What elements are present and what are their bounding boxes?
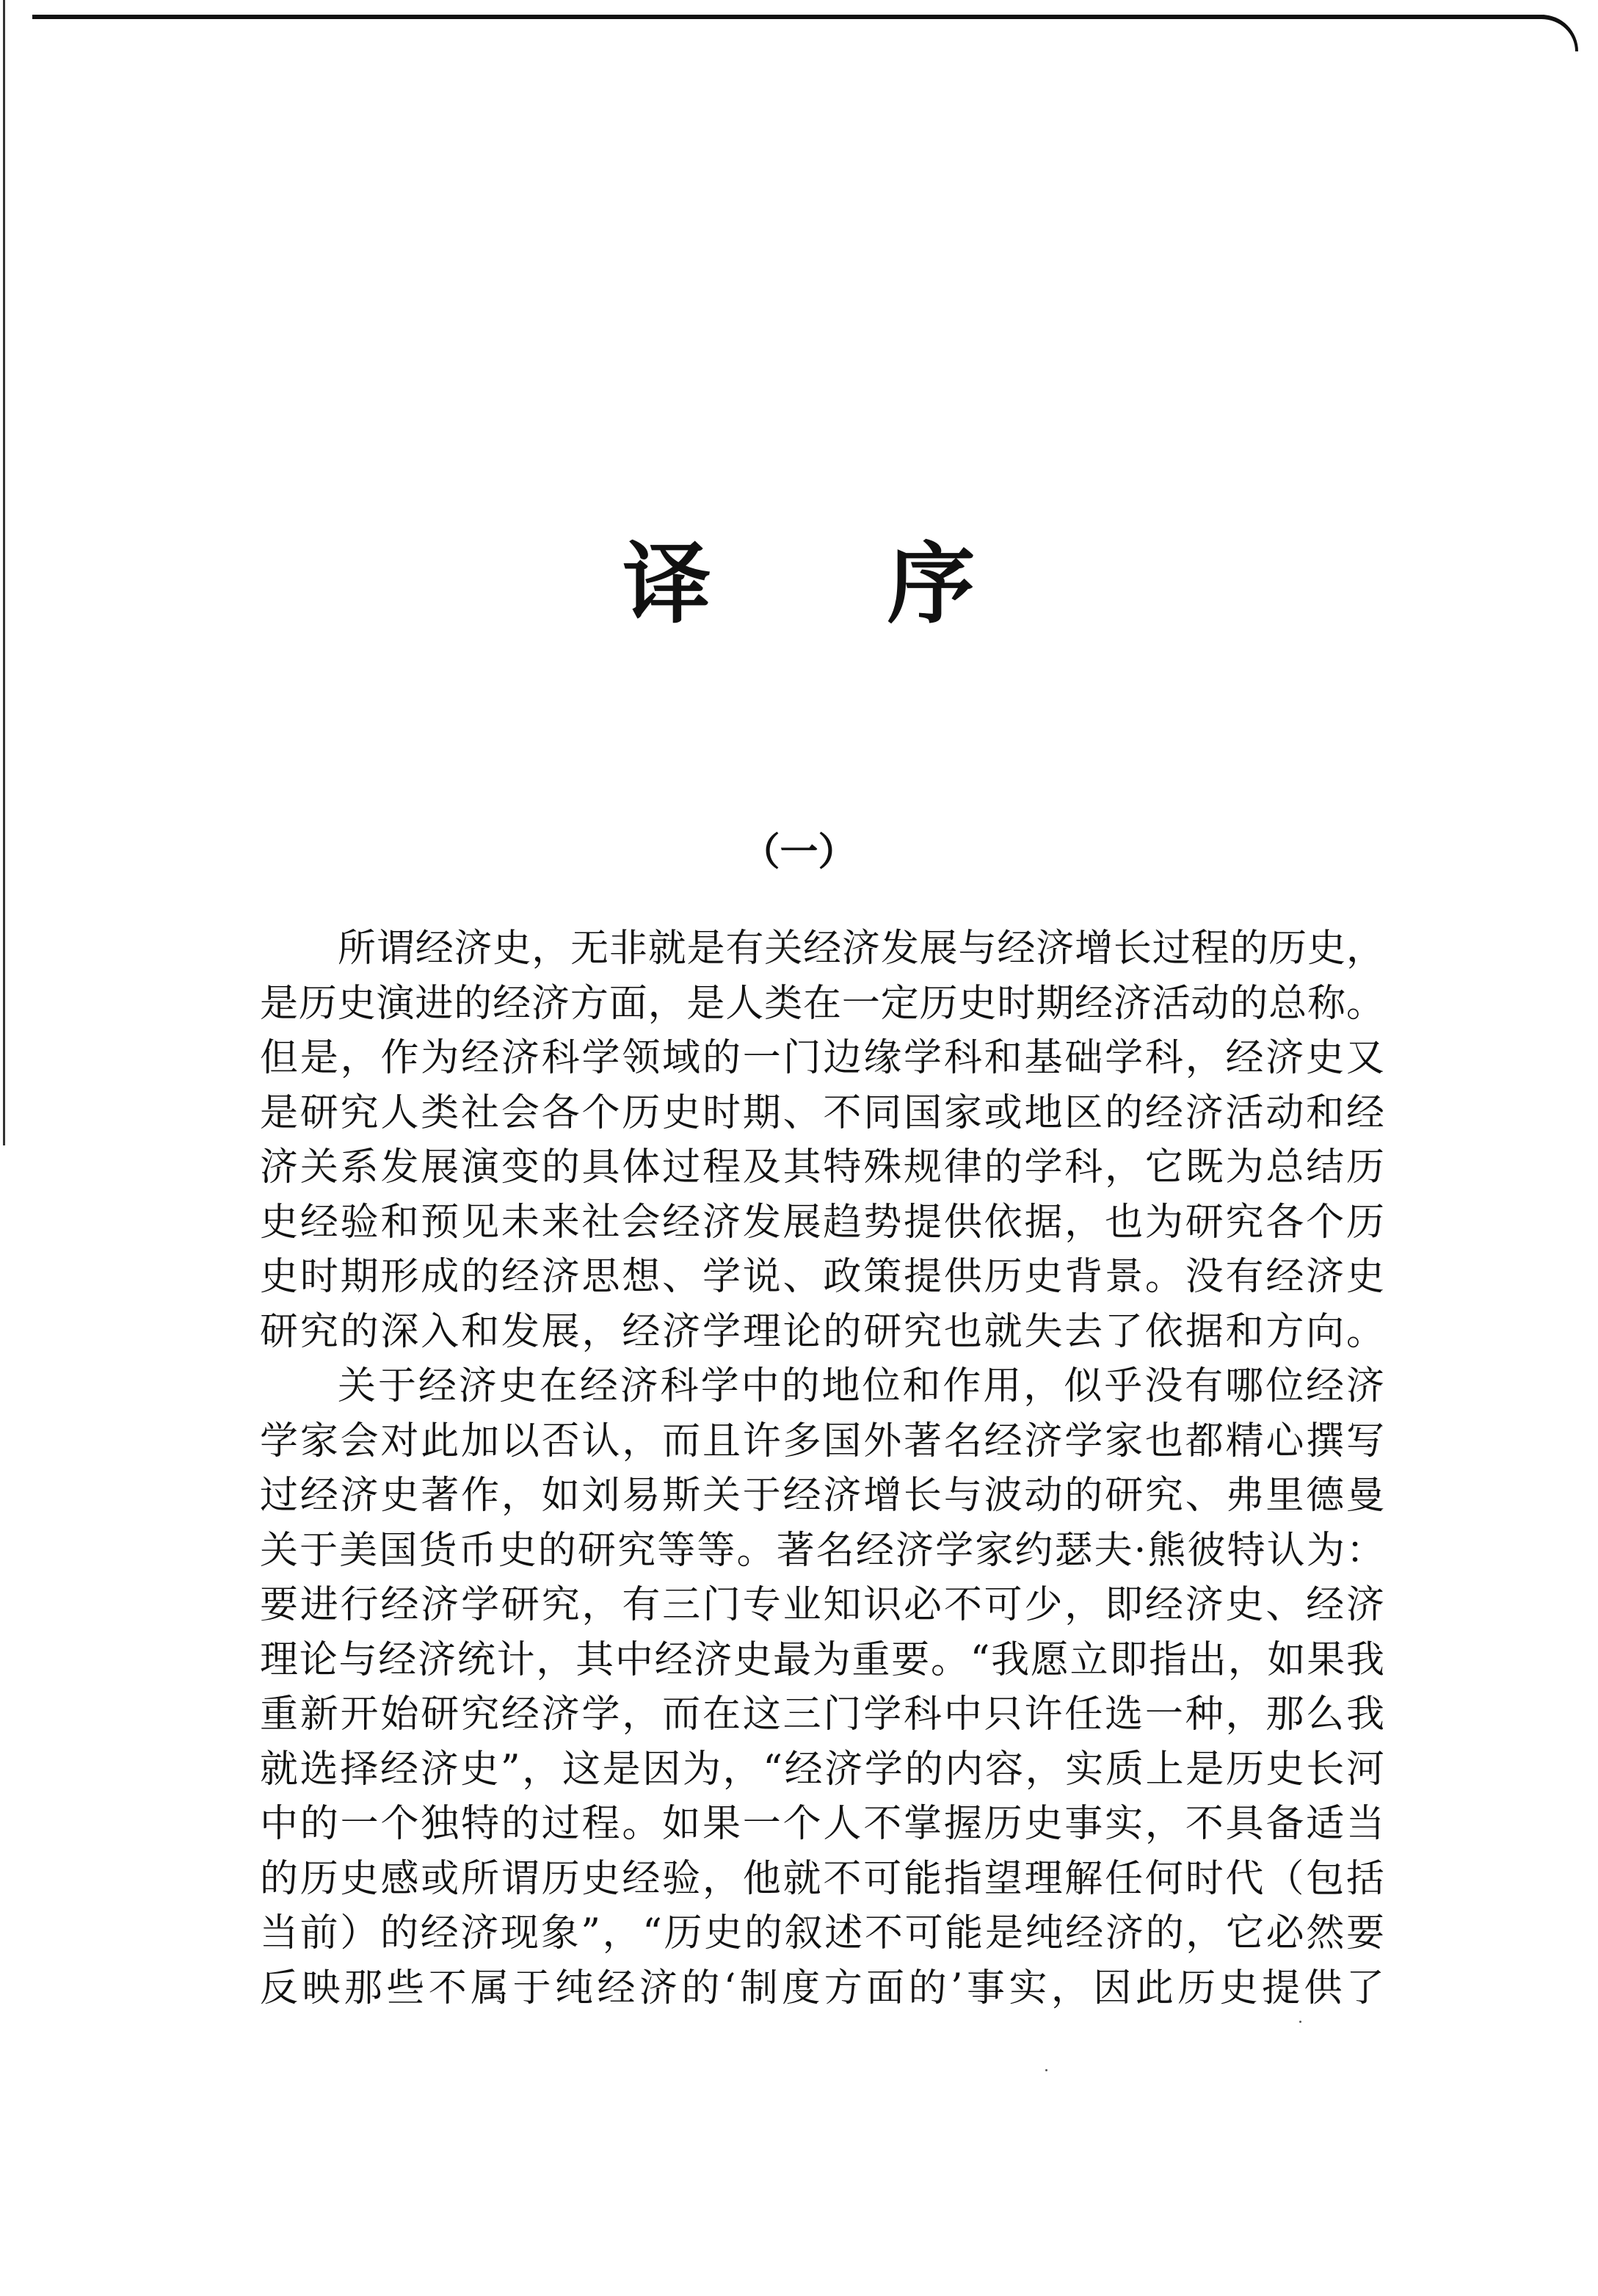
body-line: 要进行经济学研究，有三门专业知识必不可少，即经济史、经济 (260, 1583, 1384, 1627)
title-char: 序 (887, 532, 976, 636)
body-line: 学家会对此加以否认，而且许多国外著名经济学家也都精心撰写 (260, 1419, 1384, 1463)
body-line: 当前）的经济现象”，“历史的叙述不可能是纯经济的，它必然要 (260, 1911, 1384, 1955)
body-line: 是历史演进的经济方面，是人类在一定历史时期经济活动的总称。 (260, 981, 1384, 1026)
title-char: 译 (622, 532, 711, 636)
body-line: 就选择经济史”，这是因为，“经济学的内容，实质上是历史长河 (260, 1747, 1384, 1792)
header-rule (32, 15, 1544, 19)
header-rule-curl (1534, 15, 1578, 51)
page-title (0, 514, 1598, 640)
section-heading: （一） (741, 830, 857, 874)
scan-speck (1299, 2021, 1301, 2023)
body-line: 史经验和预见未来社会经济发展趋势提供依据，也为研究各个历 (260, 1200, 1384, 1245)
body-line: 重新开始研究经济学，而在这三门学科中只许任选一种，那么我 (260, 1692, 1384, 1737)
body-line: 中的一个独特的过程。如果一个人不掌握历史事实，不具备适当 (260, 1802, 1384, 1846)
body-line: 是研究人类社会各个历史时期、不同国家或地区的经济活动和经 (260, 1090, 1384, 1135)
body-line: 但是，作为经济科学领域的一门边缘学科和基础学科，经济史又 (260, 1036, 1384, 1080)
body-line: 所谓经济史，无非就是有关经济发展与经济增长过程的历史， (338, 927, 1384, 971)
body-line: 关于经济史在经济科学中的地位和作用，似乎没有哪位经济 (338, 1364, 1384, 1408)
body-line: 理论与经济统计，其中经济史最为重要。“我愿立即指出，如果我 (260, 1637, 1384, 1682)
scan-speck (1045, 2069, 1047, 2071)
body-line: 研究的深入和发展，经济学理论的研究也就失去了依据和方向。 (260, 1309, 1384, 1354)
body-line: 的历史感或所谓历史经验，他就不可能指望理解任何时代（包括 (260, 1856, 1384, 1901)
body-line: 济关系发展演变的具体过程及其特殊规律的学科，它既为总结历 (260, 1145, 1384, 1189)
body-line: 过经济史著作，如刘易斯关于经济增长与波动的研究、弗里德曼 (260, 1474, 1384, 1518)
body-line: 关于美国货币史的研究等等。著名经济学家约瑟夫·熊彼特认为： (260, 1528, 1384, 1573)
body-line: 反映那些不属于纯经济的‘制度方面的’事实，因此历史提供了 (260, 1966, 1384, 2010)
body-line: 史时期形成的经济思想、学说、政策提供历史背景。没有经济史 (260, 1255, 1384, 1299)
